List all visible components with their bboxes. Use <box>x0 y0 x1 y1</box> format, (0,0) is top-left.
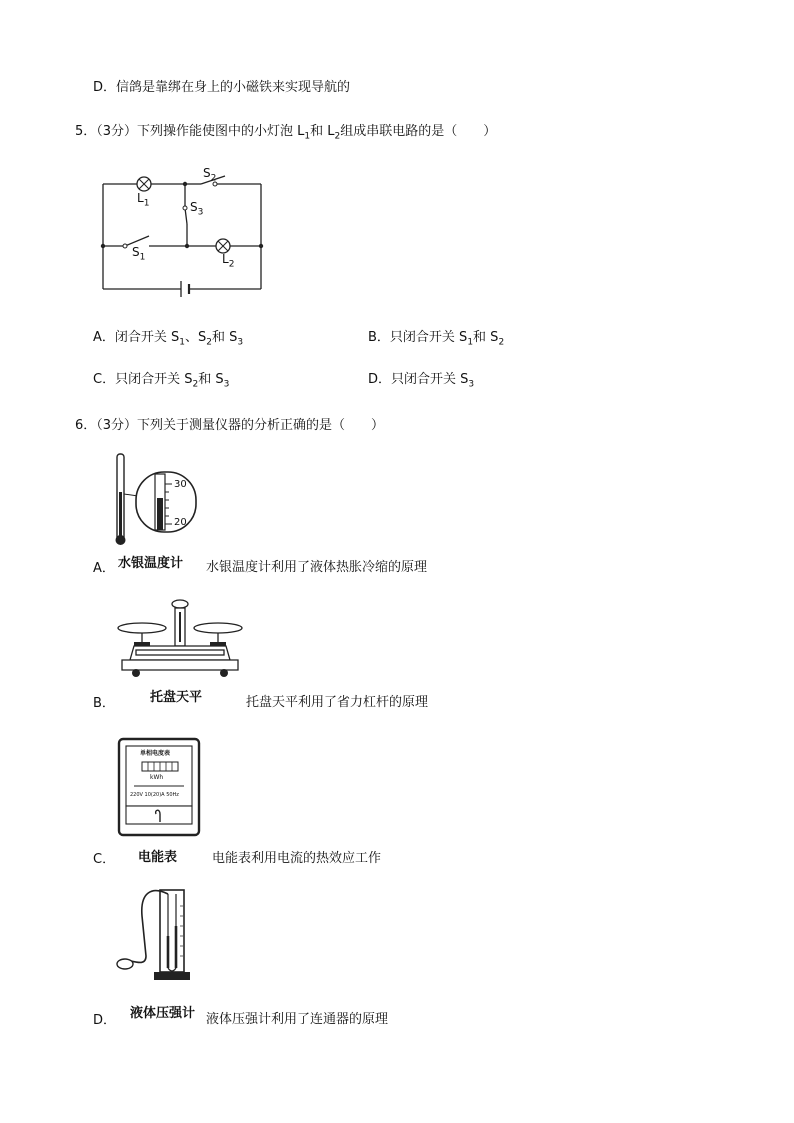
label-s1: $S_1$ <box>132 245 146 263</box>
circuit-diagram <box>95 162 270 297</box>
q5-option-b: B．只闭合开关 $S_1$和 $S_2$ <box>368 330 505 348</box>
thermometer-caption: 水银温度计 <box>118 556 184 571</box>
meter-specs: 220V 10(20)A 50Hz <box>130 792 179 798</box>
meter-title: 单相电度表 <box>140 750 171 757</box>
pressure-gauge-caption: 液体压强计 <box>130 1006 196 1021</box>
pressure-gauge-figure <box>112 886 192 986</box>
q6-option-a-text: 水银温度计利用了液体热胀冷缩的原理 <box>206 560 428 575</box>
thermo-tick-30: 30 <box>174 479 187 490</box>
q5-stem: 5．（3分）下列操作能使图中的小灯泡 $L_1$和 $L_2$组成串联电路的是（ ） <box>75 124 497 142</box>
q6-option-a-letter: A． <box>93 561 115 576</box>
thermo-tick-20: 20 <box>174 517 187 528</box>
q6-option-d-text: 液体压强计利用了连通器的原理 <box>206 1012 389 1027</box>
q5-option-a: A．闭合开关 $S_1$、$S_2$和 $S_3$ <box>93 330 244 348</box>
meter-caption: 电能表 <box>138 850 178 865</box>
lamp-l2 <box>216 239 230 253</box>
q6-option-b-letter: B． <box>93 696 115 711</box>
q6-stem: 6．（3分）下列关于测量仪器的分析正确的是（ ） <box>75 418 385 433</box>
label-l2: $L_2$ <box>222 252 235 270</box>
balance-figure <box>112 598 244 680</box>
lamp-l1 <box>137 177 151 191</box>
label-s2: $S_2$ <box>203 166 217 184</box>
label-s3: $S_3$ <box>190 200 204 218</box>
thermometer-figure <box>108 452 198 548</box>
balance-caption: 托盘天平 <box>150 690 203 705</box>
q5-option-c: C．只闭合开关 $S_2$和 $S_3$ <box>93 372 230 390</box>
q6-option-d-letter: D． <box>93 1013 117 1028</box>
q4-option-d: D．信鸽是靠绑在身上的小磁铁来实现导航的 <box>93 80 351 95</box>
meter-unit: kWh <box>150 774 164 781</box>
q6-option-b-text: 托盘天平利用了省力杠杆的原理 <box>246 695 429 710</box>
q6-option-c-text: 电能表利用电流的热效应工作 <box>212 851 382 866</box>
q6-option-c-letter: C． <box>93 852 116 867</box>
label-l1: $L_1$ <box>137 191 150 209</box>
q5-option-d: D．只闭合开关 $S_3$ <box>368 372 475 390</box>
